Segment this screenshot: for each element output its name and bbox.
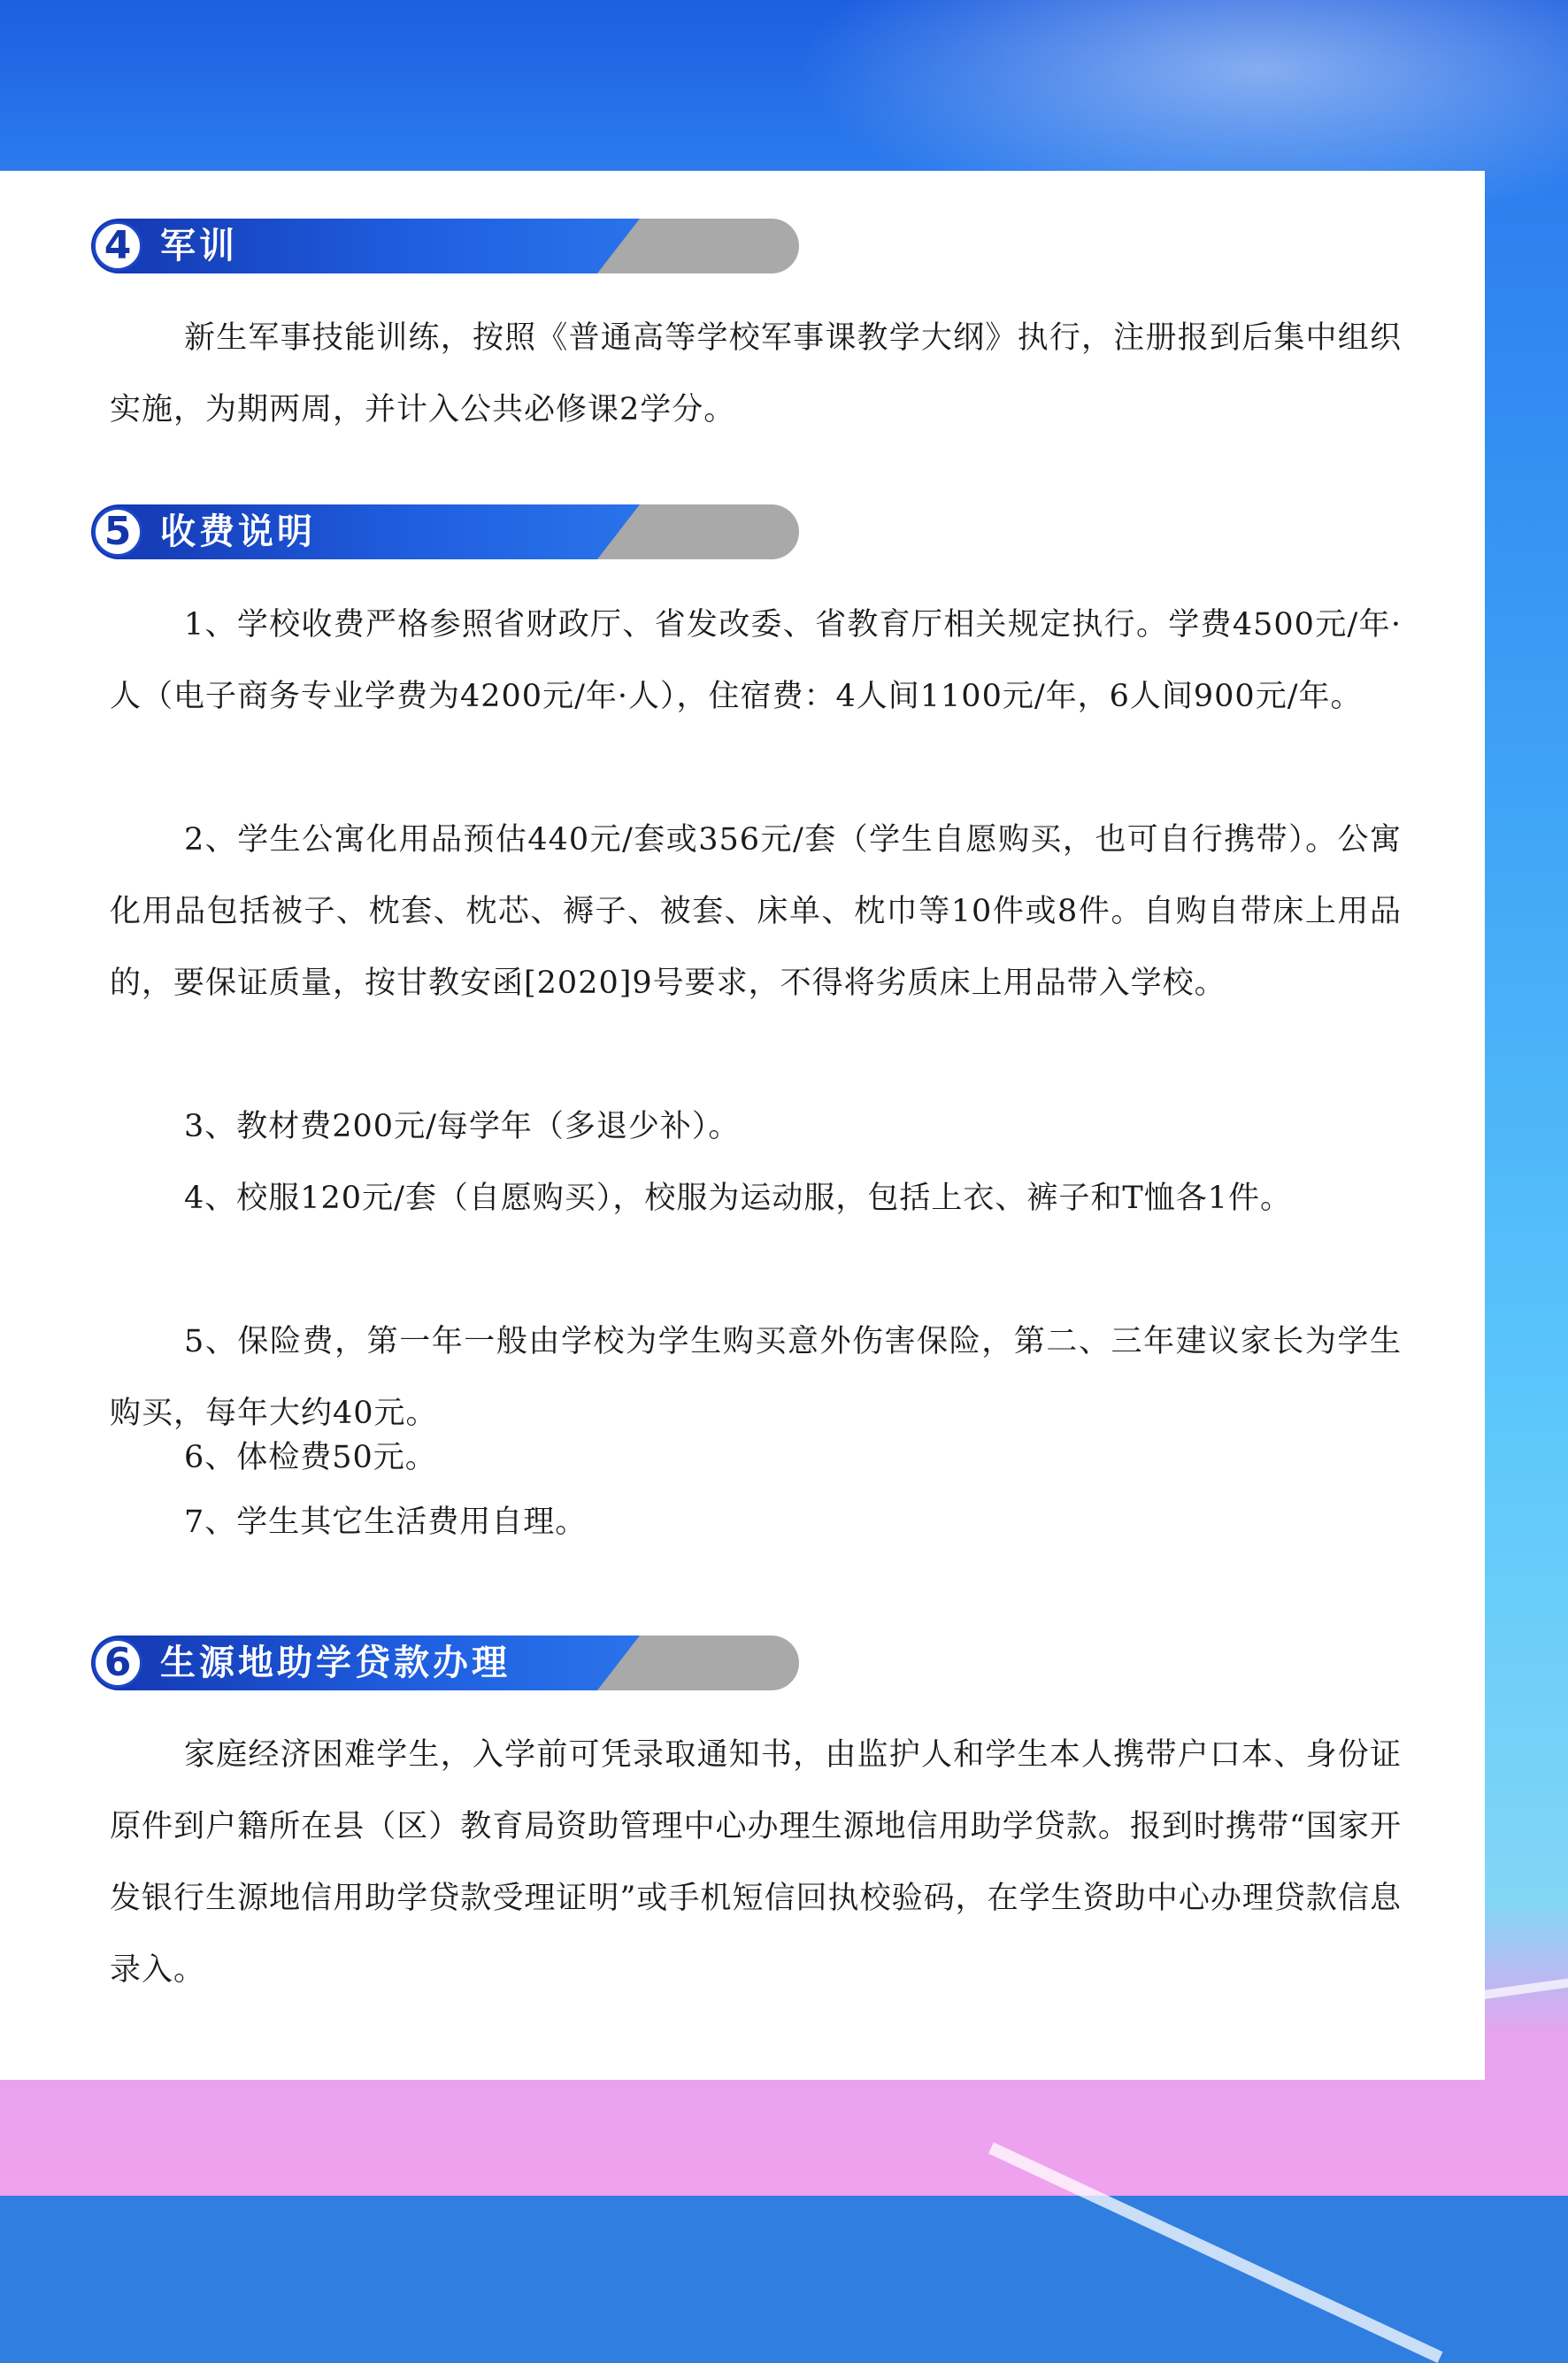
section-number-badge: 5 [93,507,142,557]
section-header-student-loan [91,1636,799,1690]
section-title: 军训 [160,226,238,266]
paragraph: 家庭经济困难学生，入学前可凭录取通知书，由监护人和学生本人携带户口本、身份证原件到户籍所在县（区）教育局资助管理中心办理生源地信用助学贷款。报到时携带“国家开发银行生源地信用助学贷款受理证明”或手机短信回执校验码，在学生资助中心办理贷款信息录入。 [110,1737,1402,1988]
paragraph: 新生军事技能训练，按照《普通高等学校军事课教学大纲》执行，注册报到后集中组织实施，为期两周，并计入公共必修课2学分。 [110,320,1402,427]
fee-item: 5、保险费，第一年一般由学校为学生购买意外伤害保险，第二、三年建议家长为学生购买，每年大约40元。 [110,1324,1402,1431]
section-number-badge: 6 [93,1638,142,1688]
section-header-fees [91,504,799,559]
fee-item: 7、学生其它生活费用自理。 [184,1505,588,1540]
fee-item: 3、教材费200元/每学年（多退少补）。 [184,1109,741,1144]
fee-item: 4、校服120元/套（自愿购买），校服为运动服，包括上衣、裤子和T恤各1件。 [184,1181,1292,1216]
fee-item: 6、体检费50元。 [184,1440,437,1475]
section-title: 生源地助学贷款办理 [160,1643,511,1683]
fee-item: 1、学校收费严格参照省财政厅、省发改委、省教育厅相关规定执行。学费4500元/年·人（电子商务专业学费为4200元/年·人），住宿费：4人间1100元/年，6人间900元/年。 [110,607,1402,714]
section-title: 收费说明 [160,512,316,552]
section-header-military-training [91,219,799,273]
section-number-badge: 4 [93,221,142,271]
fee-item: 2、学生公寓化用品预估440元/套或356元/套（学生自愿购买，也可自行携带）。公寓化用品包括被子、枕套、枕芯、褥子、被套、床单、枕巾等10件或8件。自购自带床上用品的，要保证质量，按甘教安函[2020]9号要求，不得将劣质床上用品带入学校。 [110,822,1402,1001]
